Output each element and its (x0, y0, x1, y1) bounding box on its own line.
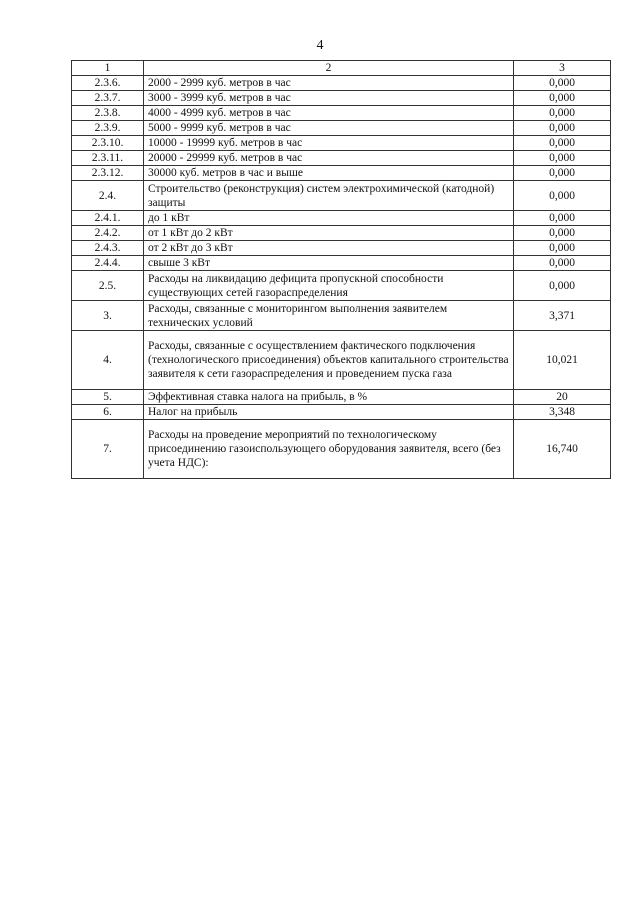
row-description: 30000 куб. метров в час и выше (144, 166, 514, 181)
row-value: 0,000 (514, 166, 611, 181)
row-value: 0,000 (514, 256, 611, 271)
row-number: 6. (72, 405, 144, 420)
table-row (72, 76, 611, 91)
row-description: от 2 кВт до 3 кВт (144, 241, 514, 256)
row-description: от 1 кВт до 2 кВт (144, 226, 514, 241)
row-number: 2.5. (72, 271, 144, 301)
row-description: свыше 3 кВт (144, 256, 514, 271)
cost-table (71, 60, 611, 479)
row-value: 0,000 (514, 241, 611, 256)
table-row (72, 301, 611, 331)
table-row (72, 211, 611, 226)
row-description: 3000 - 3999 куб. метров в час (144, 91, 514, 106)
row-value: 0,000 (514, 151, 611, 166)
row-description: Эффективная ставка налога на прибыль, в % (144, 390, 514, 405)
row-number: 3. (72, 301, 144, 331)
row-value: 0,000 (514, 121, 611, 136)
row-number: 5. (72, 390, 144, 405)
row-description: 10000 - 19999 куб. метров в час (144, 136, 514, 151)
row-value: 10,021 (514, 331, 611, 390)
row-number: 2.4.2. (72, 226, 144, 241)
row-description: Расходы на ликвидацию дефицита пропускной способности существующих сетей газораспределения (144, 271, 514, 301)
row-number: 2.3.7. (72, 91, 144, 106)
table-header-row (72, 61, 611, 76)
row-description: 20000 - 29999 куб. метров в час (144, 151, 514, 166)
table-row (72, 256, 611, 271)
header-col-1: 1 (72, 61, 144, 76)
row-value: 0,000 (514, 226, 611, 241)
row-description: Строительство (реконструкция) систем электрохимической (катодной) защиты (144, 181, 514, 211)
header-col-3: 3 (514, 61, 611, 76)
row-number: 2.4.3. (72, 241, 144, 256)
table-row (72, 181, 611, 211)
row-number: 2.4.1. (72, 211, 144, 226)
row-description: Расходы, связанные с мониторингом выполнения заявителем технических условий (144, 301, 514, 331)
table-row (72, 331, 611, 390)
row-value: 16,740 (514, 420, 611, 479)
table-row (72, 271, 611, 301)
row-number: 2.3.6. (72, 76, 144, 91)
row-value: 0,000 (514, 91, 611, 106)
row-description: до 1 кВт (144, 211, 514, 226)
row-value: 0,000 (514, 211, 611, 226)
row-number: 4. (72, 331, 144, 390)
row-description: Расходы, связанные с осуществлением фактического подключения (технологического присоединения) объектов капитального строительства заявителя к сети газораспределения и проведением пуска газа (144, 331, 514, 390)
row-value: 0,000 (514, 136, 611, 151)
table-row (72, 106, 611, 121)
row-number: 2.3.11. (72, 151, 144, 166)
header-col-2: 2 (144, 61, 514, 76)
row-value: 0,000 (514, 76, 611, 91)
row-value: 0,000 (514, 106, 611, 121)
table-row (72, 241, 611, 256)
row-number: 2.3.9. (72, 121, 144, 136)
row-number: 2.3.8. (72, 106, 144, 121)
row-value: 3,371 (514, 301, 611, 331)
row-number: 7. (72, 420, 144, 479)
table-row (72, 91, 611, 106)
row-description: Налог на прибыль (144, 405, 514, 420)
table-row (72, 166, 611, 181)
row-description: 2000 - 2999 куб. метров в час (144, 76, 514, 91)
row-value: 20 (514, 390, 611, 405)
page-number: 4 (316, 38, 324, 53)
row-description: 4000 - 4999 куб. метров в час (144, 106, 514, 121)
row-value: 3,348 (514, 405, 611, 420)
table-row (72, 226, 611, 241)
row-number: 2.3.12. (72, 166, 144, 181)
table-row (72, 390, 611, 405)
table-row (72, 420, 611, 479)
table-row (72, 151, 611, 166)
row-value: 0,000 (514, 181, 611, 211)
row-number: 2.4. (72, 181, 144, 211)
row-number: 2.4.4. (72, 256, 144, 271)
row-description: Расходы на проведение мероприятий по технологическому присоединению газоиспользующего оборудования заявителя, всего (без учета НДС): (144, 420, 514, 479)
row-number: 2.3.10. (72, 136, 144, 151)
table-row (72, 405, 611, 420)
table-row (72, 121, 611, 136)
row-value: 0,000 (514, 271, 611, 301)
row-description: 5000 - 9999 куб. метров в час (144, 121, 514, 136)
table-row (72, 136, 611, 151)
